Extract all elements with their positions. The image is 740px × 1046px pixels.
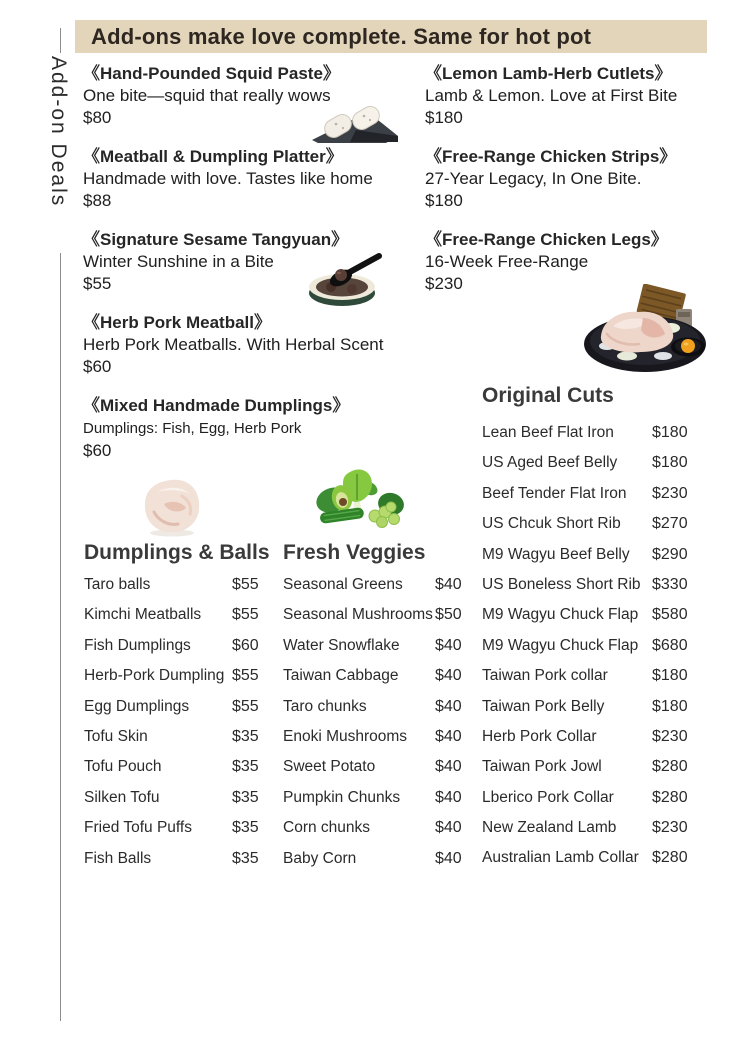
item-price: $35 — [232, 758, 259, 776]
item-name: Taro balls — [84, 576, 151, 593]
item-name: Seasonal Greens — [283, 576, 403, 593]
deal-description: 16-Week Free-Range — [425, 252, 589, 271]
menu-item-row — [482, 722, 712, 752]
deal-price: $55 — [83, 274, 112, 293]
dumplings-balls-list — [84, 570, 279, 874]
item-name: Water Snowflake — [283, 636, 400, 654]
deal-price: $80 — [83, 108, 112, 127]
addon-deal — [83, 145, 425, 228]
addon-deals-right-column — [425, 62, 725, 311]
item-name: Taiwan Pork collar — [482, 667, 608, 685]
menu-item-row — [283, 631, 473, 661]
addon-deal — [425, 145, 725, 228]
item-name: M9 Wagyu Chuck Flap — [482, 636, 639, 654]
item-name: Herb Pork Collar — [482, 727, 597, 745]
menu-item-row — [84, 600, 279, 630]
addon-deal — [83, 311, 425, 394]
menu-item-row — [283, 722, 473, 752]
item-name: Fish Balls — [84, 849, 152, 867]
menu-item-row — [283, 692, 473, 722]
menu-item-row — [283, 783, 473, 813]
item-price: $40 — [435, 636, 462, 654]
item-price: $35 — [232, 849, 259, 867]
item-price: $180 — [652, 697, 688, 715]
deal-title: 《Herb Pork Meatball》 — [83, 313, 271, 332]
menu-item-row — [482, 843, 712, 873]
item-name: Taiwan Cabbage — [283, 667, 399, 685]
menu-item-row — [482, 692, 712, 722]
menu-item-row — [283, 752, 473, 782]
menu-item-row — [84, 783, 279, 813]
menu-item-row — [482, 509, 712, 539]
deal-title: 《Signature Sesame Tangyuan》 — [83, 230, 349, 249]
banner-title: Add-ons make love complete. Same for hot pot — [91, 23, 592, 49]
sidebar-label: Add-on Deals — [47, 56, 70, 208]
item-name: Lberico Pork Collar — [482, 788, 614, 806]
item-name: Tofu Pouch — [84, 758, 162, 776]
item-price: $55 — [232, 667, 259, 685]
deal-title: 《Meatball & Dumpling Platter》 — [83, 147, 343, 166]
item-price: $55 — [232, 576, 259, 593]
item-price: $55 — [232, 606, 259, 624]
item-price: $55 — [232, 697, 259, 715]
menu-item-row — [283, 570, 473, 600]
item-name: Fried Tofu Puffs — [84, 819, 192, 837]
item-price: $40 — [435, 819, 462, 837]
deal-title: 《Lemon Lamb-Herb Cutlets》 — [425, 64, 672, 83]
menu-item-row — [482, 600, 712, 630]
item-name: US Aged Beef Belly — [482, 454, 618, 472]
item-price: $280 — [652, 849, 688, 867]
deal-price: $180 — [425, 191, 463, 210]
item-price: $40 — [435, 758, 462, 776]
item-name: Taiwan Pork Belly — [482, 697, 605, 715]
item-name: Corn chunks — [283, 819, 371, 837]
deal-price: $60 — [83, 441, 112, 460]
menu-item-row — [84, 661, 279, 691]
deal-price: $88 — [83, 191, 112, 210]
item-name: Lean Beef Flat Iron — [482, 424, 614, 441]
sidebar-divider-bottom — [60, 253, 61, 1021]
item-name: Silken Tofu — [84, 788, 160, 806]
item-price: $35 — [232, 788, 259, 806]
fresh-veggies-list — [283, 570, 473, 874]
section-title-dumplings-balls: Dumplings & Balls — [84, 541, 270, 564]
deal-description: Winter Sunshine in a Bite — [83, 252, 274, 271]
item-name: Kimchi Meatballs — [84, 606, 202, 624]
item-price: $180 — [652, 424, 688, 441]
item-price: $35 — [232, 727, 259, 745]
item-name: Fish Dumplings — [84, 636, 191, 654]
menu-item-row — [84, 813, 279, 843]
original-cuts-list — [482, 418, 712, 874]
item-name: Taiwan Pork Jowl — [482, 758, 602, 776]
item-price: $230 — [652, 727, 688, 745]
item-price: $230 — [652, 819, 688, 837]
sidebar-divider-top — [60, 28, 61, 53]
item-name: Herb-Pork Dumpling — [84, 667, 225, 685]
deal-title: 《Free-Range Chicken Legs》 — [425, 230, 668, 249]
banner — [75, 20, 707, 53]
item-price: $180 — [652, 667, 688, 685]
item-price: $60 — [232, 636, 259, 654]
deal-description: Herb Pork Meatballs. With Herbal Scent — [83, 335, 384, 354]
fresh-veggies-image — [312, 464, 404, 530]
section-fresh-veggies — [283, 540, 473, 874]
item-name: US Boneless Short Rib — [482, 575, 641, 593]
menu-item-row — [482, 661, 712, 691]
tangyuan-bowl-image — [306, 246, 384, 308]
item-name: M9 Wagyu Chuck Flap — [482, 606, 639, 624]
item-name: Sweet Potato — [283, 758, 376, 776]
menu-item-row — [482, 813, 712, 843]
menu-item-row — [482, 752, 712, 782]
section-dumplings-balls — [84, 540, 279, 874]
item-name: Tofu Skin — [84, 727, 148, 745]
menu-item-row — [84, 570, 279, 600]
item-name: Australian Lamb Collar — [482, 849, 639, 867]
item-name: Enoki Mushrooms — [283, 727, 408, 745]
deal-title: 《Free-Range Chicken Strips》 — [425, 147, 677, 166]
menu-item-row — [482, 783, 712, 813]
menu-item-row — [482, 479, 712, 509]
item-name: M9 Wagyu Beef Belly — [482, 545, 630, 563]
item-price: $40 — [435, 788, 462, 806]
menu-item-row — [84, 722, 279, 752]
item-price: $40 — [435, 697, 462, 715]
addon-deal — [425, 62, 725, 145]
item-price: $330 — [652, 575, 688, 593]
item-name: Seasonal Mushrooms — [283, 606, 433, 624]
deal-description: One bite—squid that really wows — [83, 86, 331, 105]
menu-item-row — [482, 540, 712, 570]
menu-item-row — [84, 844, 279, 874]
item-price: $580 — [652, 606, 688, 624]
menu-item-row — [482, 418, 712, 448]
menu-item-row — [283, 844, 473, 874]
item-name: US Chcuk Short Rib — [482, 515, 621, 533]
deal-price: $180 — [425, 108, 463, 127]
item-price: $40 — [435, 849, 462, 867]
item-price: $280 — [652, 758, 688, 776]
item-price: $680 — [652, 636, 688, 654]
item-price: $280 — [652, 788, 688, 806]
item-name: Baby Corn — [283, 849, 357, 867]
menu-item-row — [283, 661, 473, 691]
item-price: $40 — [435, 727, 462, 745]
menu-item-row — [84, 692, 279, 722]
item-price: $40 — [435, 576, 462, 593]
deal-description: 27-Year Legacy, In One Bite. — [425, 169, 642, 188]
section-original-cuts — [482, 383, 712, 874]
menu-item-row — [283, 813, 473, 843]
deal-price: $230 — [425, 274, 463, 293]
menu-item-row — [283, 600, 473, 630]
deal-description: Lamb & Lemon. Love at First Bite — [425, 86, 678, 105]
menu-item-row — [84, 752, 279, 782]
item-name: New Zealand Lamb — [482, 819, 617, 837]
item-name: Beef Tender Flat Iron — [482, 484, 627, 502]
item-name: Egg Dumplings — [84, 697, 190, 715]
deal-price: $60 — [83, 357, 112, 376]
squid-paste-image — [298, 100, 398, 144]
deal-title: 《Hand-Pounded Squid Paste》 — [83, 64, 340, 83]
section-title-original-cuts: Original Cuts — [482, 384, 614, 407]
item-price: $180 — [652, 454, 688, 472]
meatball-image — [138, 476, 206, 538]
menu-item-row — [84, 631, 279, 661]
item-name: Pumpkin Chunks — [283, 788, 401, 806]
section-title-fresh-veggies: Fresh Veggies — [283, 541, 426, 564]
menu-item-row — [482, 631, 712, 661]
item-price: $230 — [652, 484, 688, 502]
item-price: $50 — [435, 606, 462, 624]
deal-title: 《Mixed Handmade Dumplings》 — [83, 396, 350, 415]
chicken-plate-image — [583, 284, 713, 374]
item-name: Taro chunks — [283, 697, 367, 715]
deal-description: Dumplings: Fish, Egg, Herb Pork — [83, 420, 302, 437]
item-price: $290 — [652, 545, 688, 563]
item-price: $35 — [232, 819, 259, 837]
deal-description: Handmade with love. Tastes like home — [83, 169, 373, 188]
item-price: $40 — [435, 667, 462, 685]
menu-item-row — [482, 570, 712, 600]
menu-item-row — [482, 448, 712, 478]
item-price: $270 — [652, 515, 688, 533]
